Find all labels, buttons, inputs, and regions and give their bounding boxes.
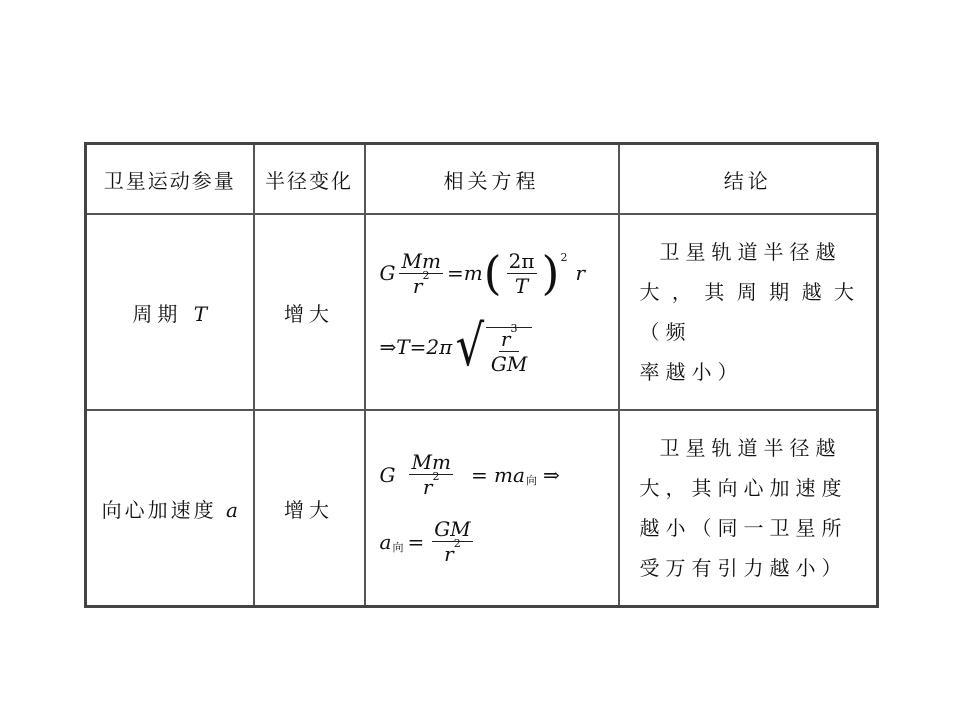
exponent: 3 (510, 321, 518, 335)
conclusion-line: 卫星轨道半径越 (659, 436, 842, 460)
eq-symbol: G (379, 261, 396, 285)
param-symbol: a (225, 497, 238, 522)
equation-line (380, 451, 618, 498)
fraction (399, 250, 442, 297)
radius-change-cell: 增大 (254, 410, 365, 607)
exponent: 2 (453, 537, 461, 551)
eq-symbol: r (444, 542, 454, 566)
equation-line (379, 246, 618, 300)
fraction (409, 451, 452, 498)
fraction-numerator: Mm (411, 450, 451, 474)
exponent: 2 (432, 470, 440, 484)
equation-line (379, 313, 618, 379)
eq-symbol: T=2π (396, 334, 453, 359)
fraction-numerator: Mm (401, 248, 441, 273)
exponent: 2 (560, 250, 568, 264)
square-root (452, 313, 532, 379)
fraction-denominator (442, 537, 463, 566)
eq-symbol: G (379, 462, 396, 487)
fraction-numerator: 2π (508, 248, 535, 273)
conclusion-cell (619, 410, 878, 607)
param-symbol: T (193, 301, 208, 326)
header-cell-radius-change: 半径变化 (254, 144, 365, 215)
conclusion-line: 受万有引力越小） (639, 556, 848, 580)
implies-arrow: ⇒ (379, 334, 397, 359)
fraction-numerator (499, 321, 520, 352)
subscript: 向 (525, 473, 537, 487)
left-paren: ( (483, 246, 502, 300)
radical-sign: √ (455, 313, 485, 379)
eq-symbol: r (422, 475, 433, 499)
eq-symbol: r (575, 261, 586, 285)
fraction-denominator (421, 470, 442, 499)
equation-cell (365, 410, 619, 607)
radius-change-cell: 增大 (254, 214, 365, 410)
param-cell (86, 214, 254, 410)
fraction-denominator: GM (490, 351, 528, 376)
param-label: 向心加速度 (101, 497, 217, 522)
eq-symbol: = ma (470, 462, 525, 487)
header-cell-equation: 相关方程 (365, 144, 619, 215)
eq-symbol: r (412, 273, 423, 298)
implies-arrow: ⇒ (542, 462, 560, 487)
fraction (432, 518, 472, 565)
conclusion-line: 越小（同一卫星所 (639, 516, 848, 540)
conclusion-line: 大，其周期越大（频 (639, 280, 860, 344)
fraction-denominator: T (514, 273, 529, 298)
eq-symbol: =m (446, 261, 483, 285)
param-cell (86, 410, 254, 607)
eq-symbol: r (500, 326, 511, 351)
param-label: 周期 (132, 301, 183, 326)
fraction (507, 250, 537, 297)
subscript: 向 (392, 540, 404, 554)
right-paren: ) (541, 246, 560, 300)
fraction-numerator: GM (434, 517, 471, 541)
satellite-parameters-table (84, 142, 879, 608)
exponent: 2 (422, 268, 430, 282)
table-row (86, 410, 878, 607)
equation-cell (365, 214, 619, 410)
eq-symbol: a (379, 529, 392, 554)
conclusion-cell (619, 214, 878, 410)
conclusion-line: 卫星轨道半径越 (659, 240, 842, 264)
fraction-denominator (411, 268, 432, 298)
conclusion-line: 大，其向心加速度 (639, 476, 848, 500)
header-cell-conclusion: 结论 (619, 144, 878, 215)
conclusion-line: 率越小） (639, 360, 744, 384)
fraction (486, 321, 532, 376)
header-cell-parameter: 卫星运动参量 (86, 144, 254, 215)
equation-line (380, 518, 618, 565)
header-row (86, 144, 878, 215)
eq-symbol: = (407, 529, 425, 554)
table-row (86, 214, 878, 410)
